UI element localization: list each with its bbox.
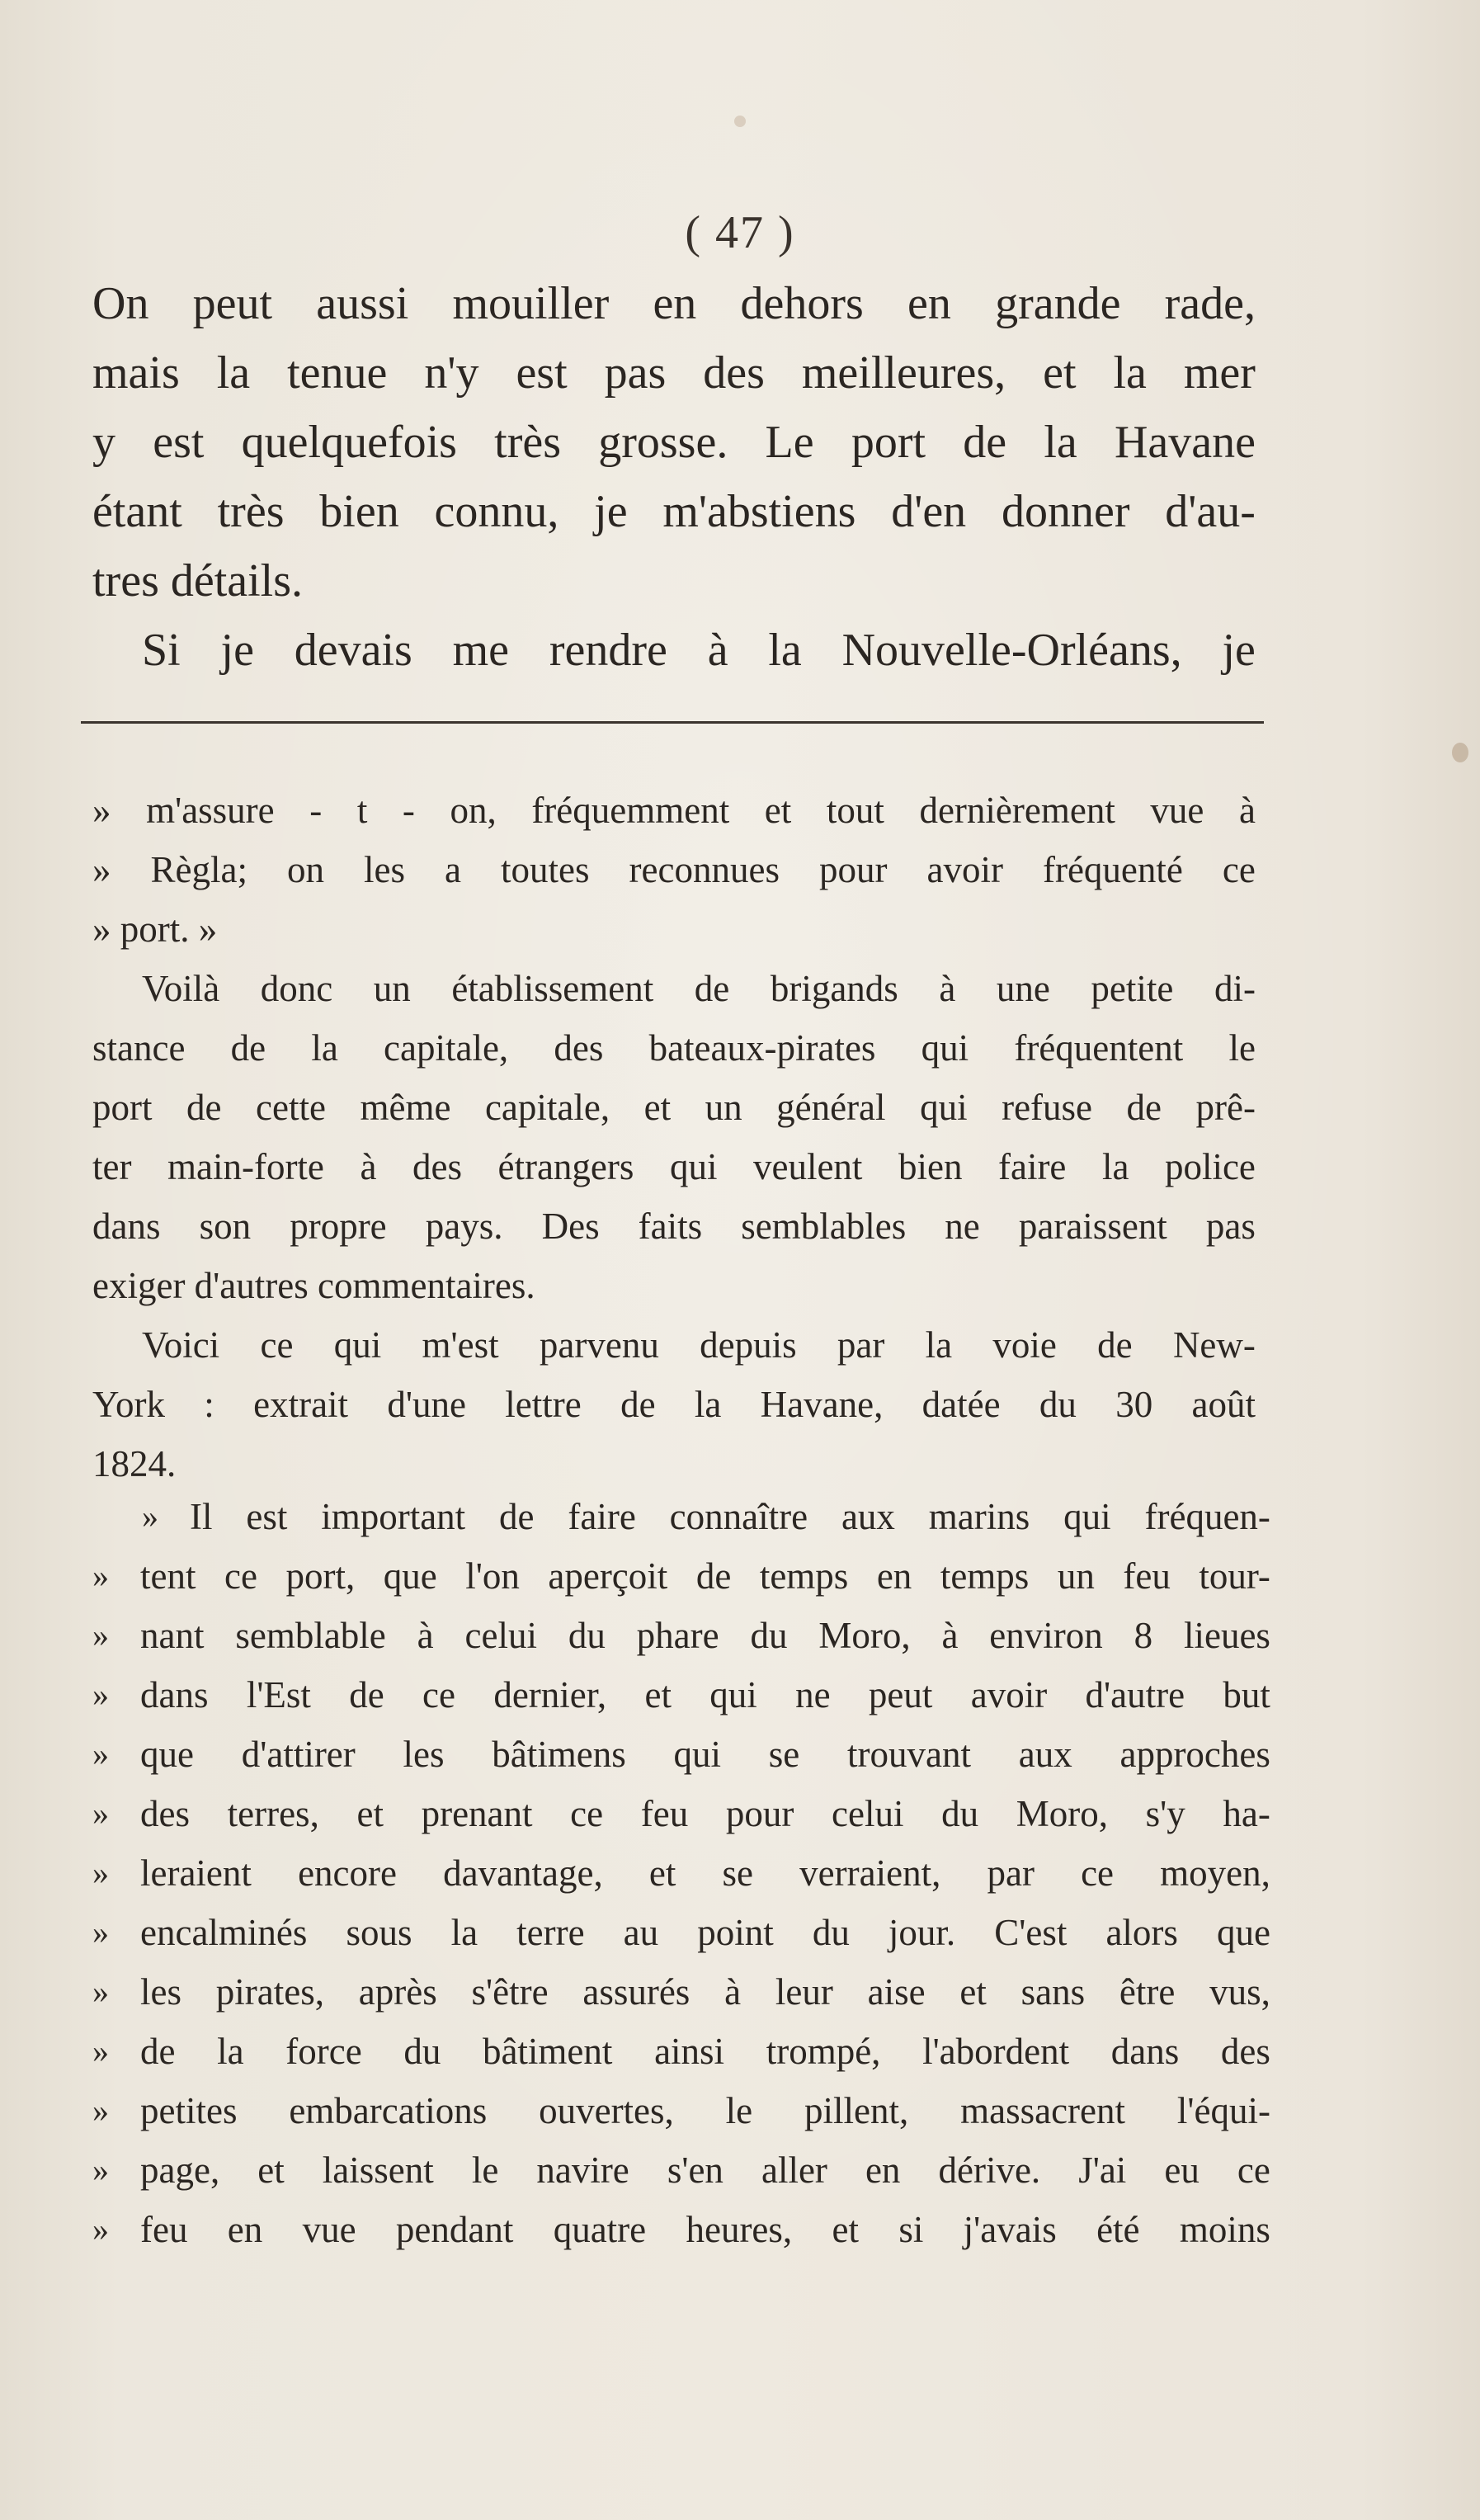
text-line: mais la tenue n'y est pas des meilleures, et la mer [92, 347, 1256, 399]
note-line: ter main-forte à des étrangers qui veulent bien faire la police [92, 1146, 1256, 1187]
note-line: exiger d'autres commentaires. [92, 1265, 535, 1306]
quote-line: » des terres, et prenant ce feu pour celui du Moro, s'y ha- [92, 1784, 1270, 1843]
main-text [92, 269, 1256, 685]
quote-line: » feu en vue pendant quatre heures, et si j'avais été moins [92, 2200, 1270, 2259]
text-line: Si je devais me rendre à la Nouvelle-Orléans, je [142, 625, 1256, 676]
paper-stain [734, 116, 746, 127]
note-line: port de cette même capitale, et un général qui refuse de prê- [92, 1087, 1256, 1128]
page-number: ( 47 ) [685, 207, 795, 258]
quote-line: » dans l'Est de ce dernier, et qui ne peut avoir d'autre but [92, 1665, 1270, 1725]
quote-line: » page, et laissent le navire s'en aller en dérive. J'ai eu ce [92, 2140, 1270, 2200]
note-line: » port. » [92, 908, 218, 950]
guillemet: » [92, 2032, 109, 2069]
note-line: dans son propre pays. Des faits semblables ne paraissent pas [92, 1206, 1256, 1247]
quote-line: » leraient encore davantage, et se verraient, par ce moyen, [92, 1843, 1270, 1903]
note-line: York : extrait d'une lettre de la Havane, datée du 30 août [92, 1384, 1256, 1425]
note-line: Voici ce qui m'est parvenu depuis par la voie de New- [142, 1324, 1256, 1366]
quoted-letter [92, 1487, 1270, 2259]
guillemet: » [92, 1616, 109, 1654]
guillemet: » [92, 2211, 109, 2248]
note-line: » Règla; on les a toutes reconnues pour avoir fréquenté ce [92, 849, 1256, 890]
footnote-separator-rule [81, 721, 1264, 724]
quote-line: » petites embarcations ouvertes, le pillent, massacrent l'équi- [92, 2081, 1270, 2140]
quote-line: » que d'attirer les bâtimens qui se trouvant aux approches [92, 1725, 1270, 1784]
guillemet: » [92, 1795, 109, 1832]
quote-line: » nant semblable à celui du phare du Moro, à environ 8 lieues [92, 1606, 1270, 1665]
guillemet: » [92, 1854, 109, 1891]
guillemet: » [92, 2092, 109, 2129]
text-line: y est quelquefois très grosse. Le port de la Havane [92, 417, 1256, 468]
quote-line: » les pirates, après s'être assurés à leur aise et sans être vus, [92, 1962, 1270, 2022]
text-line: On peut aussi mouiller en dehors en grande rade, [92, 278, 1256, 329]
guillemet: » [92, 2151, 109, 2188]
note-line: stance de la capitale, des bateaux-pirates qui fréquentent le [92, 1027, 1256, 1069]
note-line: » m'assure - t - on, fréquemment et tout dernièrement vue à [92, 790, 1256, 831]
quote-line: » encalminés sous la terre au point du jour. C'est alors que [92, 1903, 1270, 1962]
quote-line: » de la force du bâtiment ainsi trompé, l'abordent dans des [92, 2022, 1270, 2081]
note-line: Voilà donc un établissement de brigands à une petite di- [142, 968, 1256, 1009]
footnote-text [92, 781, 1256, 1494]
paper-stain [1452, 743, 1468, 762]
quote-line: » Il est important de faire connaître aux marins qui fréquen- [92, 1487, 1270, 1546]
guillemet: » [92, 1973, 109, 2010]
text-line: étant très bien connu, je m'abstiens d'en donner d'au- [92, 486, 1256, 537]
quote-line: » tent ce port, que l'on aperçoit de temps en temps un feu tour- [92, 1546, 1270, 1606]
guillemet: » [142, 1498, 158, 1535]
guillemet: » [92, 1676, 109, 1713]
guillemet: » [92, 1557, 109, 1594]
guillemet: » [92, 1914, 109, 1951]
guillemet: » [92, 1735, 109, 1772]
note-line: 1824. [92, 1443, 177, 1484]
text-line: tres détails. [92, 555, 304, 606]
